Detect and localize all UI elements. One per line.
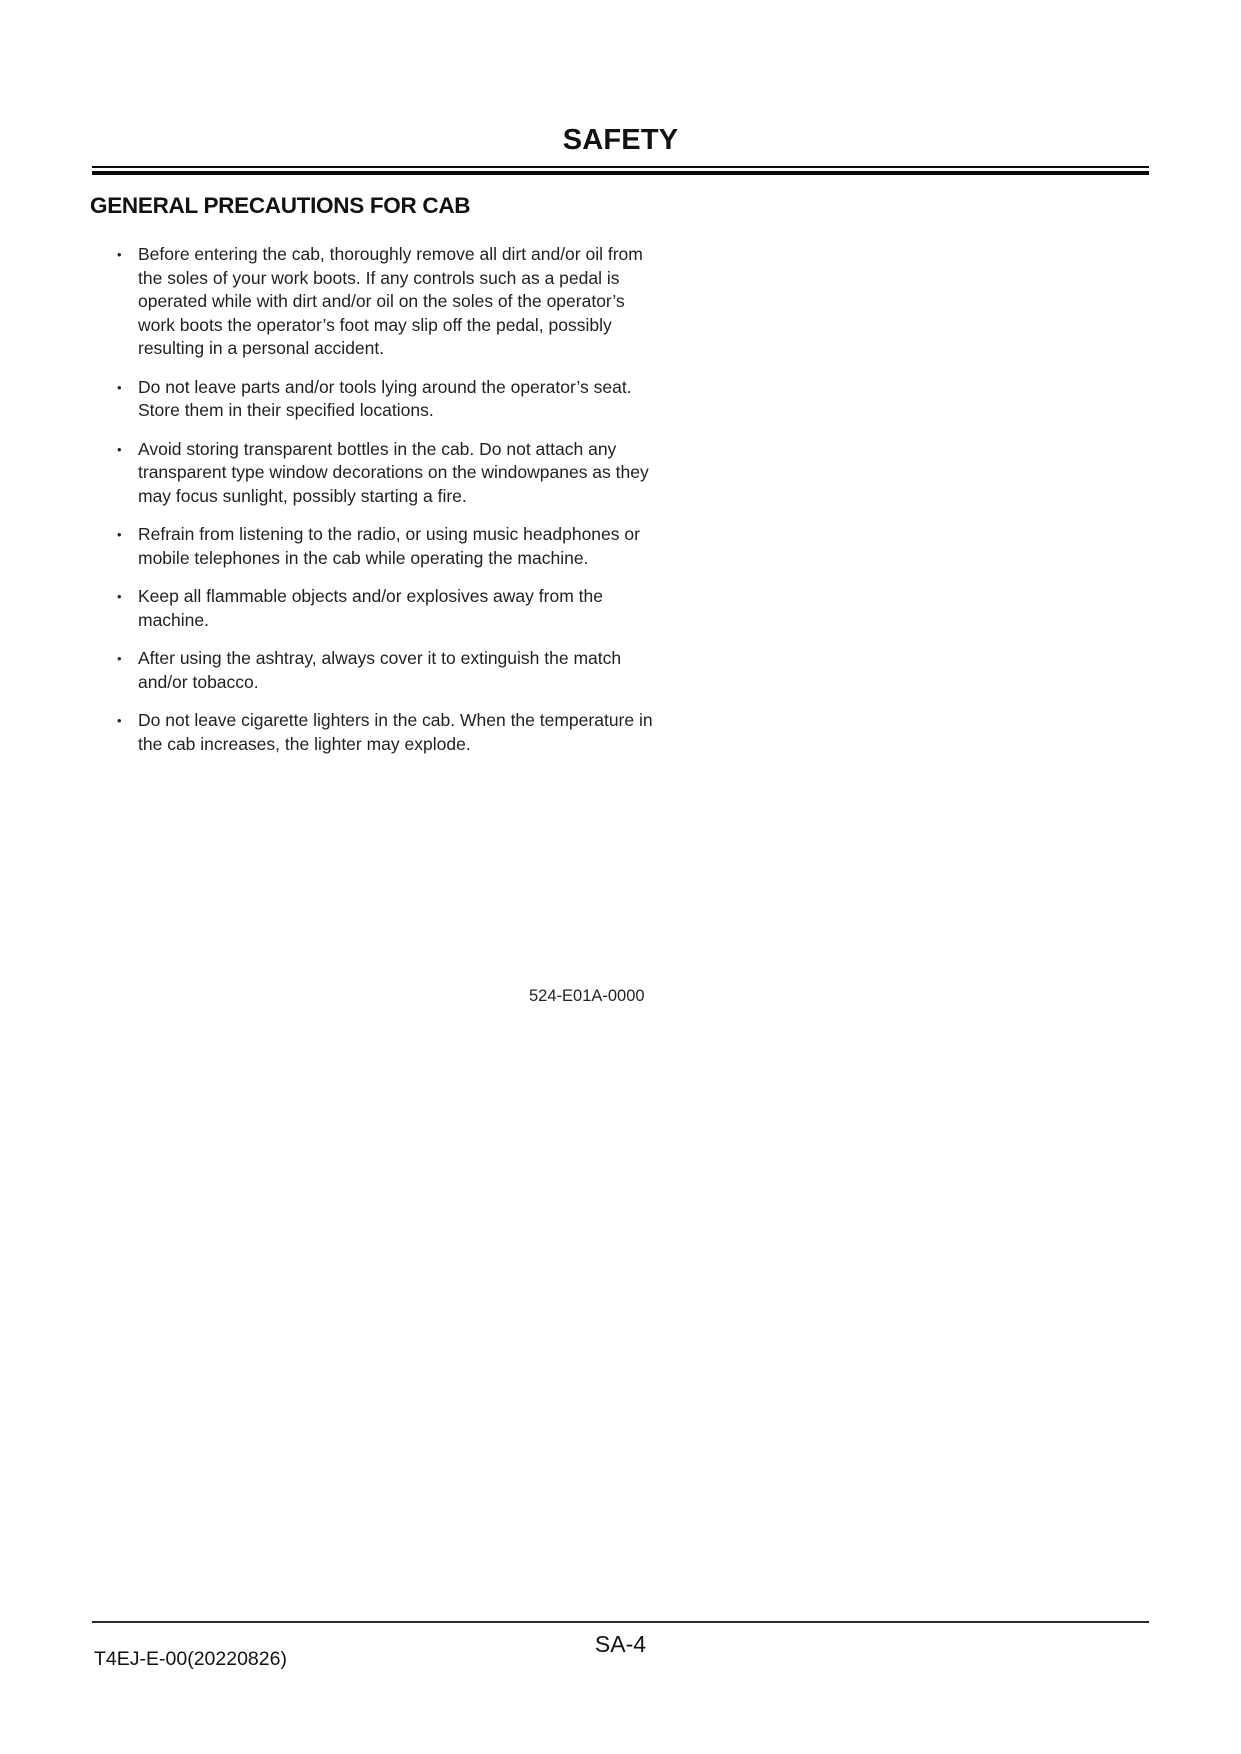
list-item-text: Avoid storing transparent bottles in the cab. Do not attach any transparent type window decorations on the windowpanes as they may focus sunlight, possibly starting a fire.: [138, 438, 649, 506]
list-item-text: Do not leave cigarette lighters in the cab. When the temperature in the cab increases, the lighter may explode.: [138, 710, 653, 754]
precautions-list: [90, 243, 656, 771]
page-header-title: SAFETY: [562, 124, 679, 156]
bullet-icon: •: [117, 441, 122, 457]
bullet-icon: •: [117, 379, 122, 395]
list-item-text: Do not leave parts and/or tools lying around the operator’s seat. Store them in their specified locations.: [138, 376, 632, 420]
bullet-icon: •: [117, 651, 122, 666]
list-item-text: Refrain from listening to the radio, or using music headphones or mobile telephones in the cab while operating the machine.: [138, 524, 640, 568]
list-item: [90, 438, 656, 509]
list-item-text: Keep all flammable objects and/or explosives away from the machine.: [138, 586, 603, 630]
bullet-icon: •: [117, 713, 122, 728]
list-item: [90, 709, 656, 756]
header-rule-thin: [92, 166, 1149, 168]
header-rule-thick: [92, 171, 1149, 175]
figure-code: 524-E01A-0000: [529, 987, 645, 1005]
list-item: [90, 523, 656, 570]
section-title: GENERAL PRECAUTIONS FOR CAB: [90, 193, 471, 218]
bullet-icon: •: [117, 589, 122, 604]
list-item: [90, 585, 656, 632]
footer-rule: [92, 1621, 1149, 1623]
list-item-text: Before entering the cab, thoroughly remove all dirt and/or oil from the soles of your work boots. If any controls such as a pedal is operated while with dirt and/or oil on the soles of the operator’s work boots the operator’s foot may slip off the pedal, possibly resulting in a personal accident.: [138, 244, 643, 358]
bullet-icon: •: [117, 527, 122, 542]
list-item-text: After using the ashtray, always cover it to extinguish the match and/or tobacco.: [138, 648, 622, 692]
bullet-icon: •: [117, 247, 122, 262]
page-number: SA-4: [594, 1631, 647, 1657]
doc-code: T4EJ-E-00(20220826): [94, 1648, 287, 1670]
list-item: [90, 376, 656, 423]
list-item: [90, 243, 656, 361]
list-item: [90, 647, 656, 694]
